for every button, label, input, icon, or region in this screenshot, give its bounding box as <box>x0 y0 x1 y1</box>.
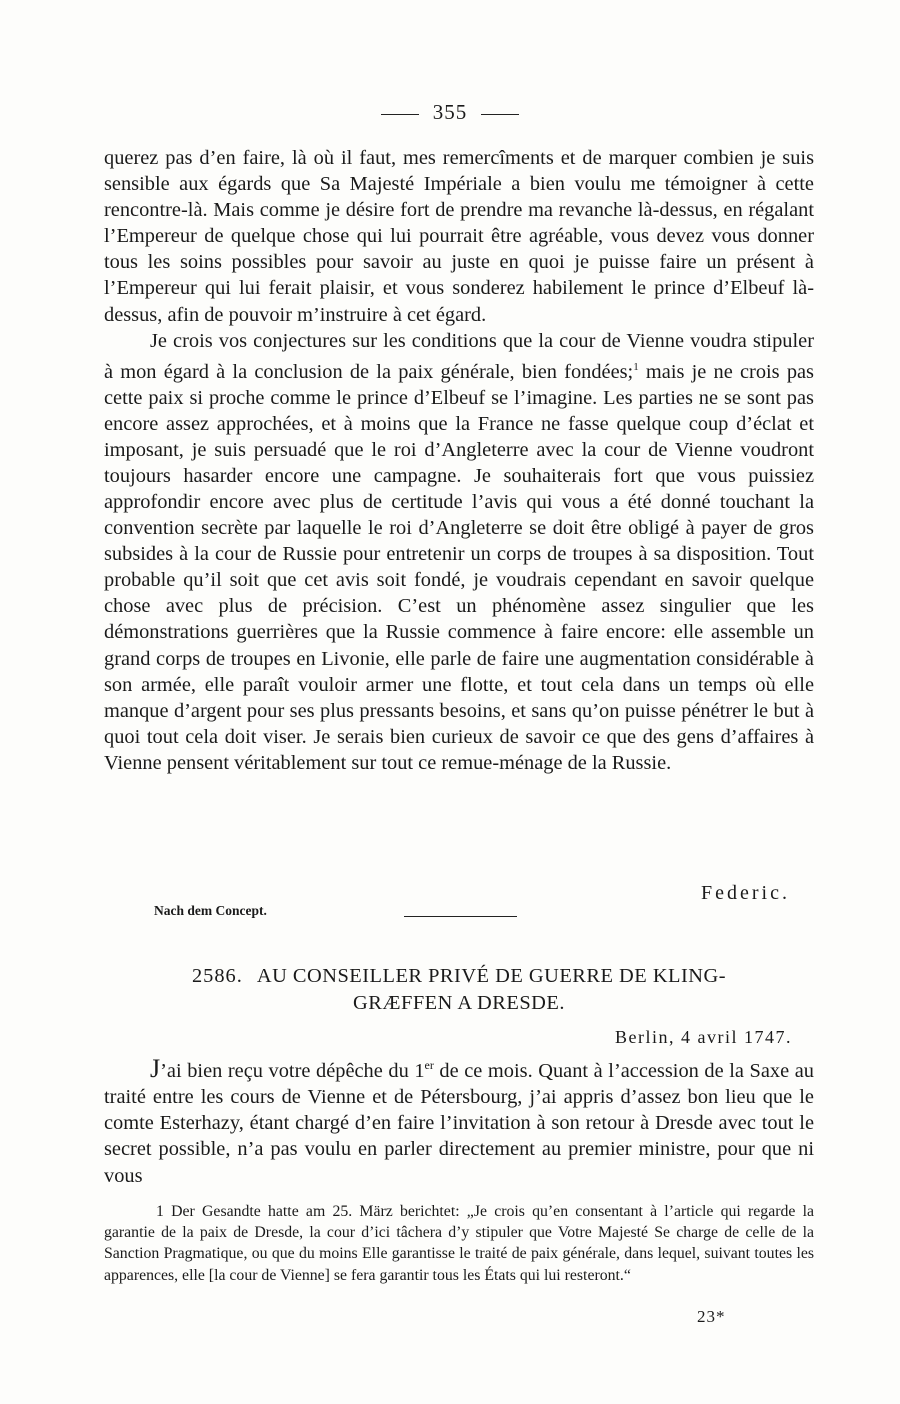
page-number: 355 <box>432 100 468 124</box>
letter-text-a: ’ai bien reçu votre dépêche du 1 <box>160 1059 425 1082</box>
heading-line-1 <box>104 963 814 990</box>
page-number-header <box>0 100 900 125</box>
footnote-text: Der Gesandte hatte am 25. März berichtet: „Je crois qu’en consentant à l’article qui regarde la garantie de la paix de Dresde, la cour d’ici tâchera d’y stipuler que Votre Majesté Se charge de celle de la Sanction Pragmatique, ou que du moins Elle garantisse le traité de paix générale, dans lequel, suivant toutes les apparences, elle [la cour de Vienne] se fera garantir tous les États qui lui resteront.“ <box>104 1203 814 1284</box>
letter-text-b: de ce mois. Quant à l’accession de la Saxe au traité entre les cours de Vienne et de Pétersbourg, j’ai appris d’assez bon lieu que le comte Esterhazy, étant chargé d’en faire l’invitation à son retour à Dresde avec tout le secret possible, n’a pas voulu en parler directement au premier ministre, pour que ni vous <box>104 1059 814 1187</box>
heading-text-2: GRÆFFEN A DRESDE. <box>353 992 565 1014</box>
letter-number: 2586. <box>191 965 243 987</box>
superscript-er: er <box>424 1058 434 1072</box>
letter-heading <box>104 963 814 1017</box>
gathering-signature: 23* <box>697 1307 726 1326</box>
footnote-paragraph <box>104 1201 814 1286</box>
paragraph-1: querez pas d’en faire, là où il faut, mes remercîments et de marquer combien je suis sensible aux égards que Sa Majesté Impériale a bien voulu me témoigner à cette rencontre-là. Mais comme je désire fort de prendre ma revanche là-dessus, en régalant l’Empereur de quelque chose qui lui pourrait être agréable, vous devez vous donner tous les soins possibles pour savoir au juste en quoi je puisse faire un présent à l’Empereur qui lui ferait plaisir, et vous sonderez habilement le prince d’Elbeuf là-dessus, afin de pouvoir m’instruire à cet égard. <box>104 147 814 326</box>
drop-initial: J <box>150 1053 161 1083</box>
paragraph-2-start: Je crois vos conjectures sur les conditions que la cour de Vienne voudra stipuler à mon égard à la conclusion de la paix générale, bien fondées; <box>104 329 814 383</box>
source-note: Nach dem Concept. <box>154 903 267 918</box>
main-text <box>104 145 814 776</box>
paragraph-2 <box>104 328 814 776</box>
paragraph-2-rest: mais je ne crois pas cette paix si proche comme le prince d’Elbeuf se l’imagine. Les parties ne se sont pas encore assez approchées, et à moins que la France ne fasse quelque coup d’éclat et imposant, je suis persuadé que le roi d’Angleterre avec la cour de Vienne voudront toujours hasarder encore une campagne. Je souhaiterais fort que vous puissiez approfondir encore avec plus de certitude l’avis qui vous a été donné touchant la convention secrète par laquelle le roi d’Angleterre se doit être obligé à payer de gros subsides à la cour de Russie pour entretenir un corps de troupes à sa disposition. Tout probable qu’il soit que cet avis soit fondé, je voudrais cependant en savoir quelque chose avec plus de précision. C’est un phénomène assez singulier que les démonstrations guerrières que la Russie commence à faire encore: elle assemble un grand corps de troupes en Livonie, elle parle de faire une augmentation considérable à son armée, elle paraît vouloir armer une flotte, et tout cela dans un temps où elle manque d’argent pour ses plus pressants besoins, et sans qu’on puisse pénétrer le but à quoi tout cela doit viser. Je serais bien curieux de savoir ce que des gens d’affaires à Vienne pensent véritablement sur tout ce remue-ménage de la Russie. <box>104 360 814 774</box>
section-divider <box>404 916 517 917</box>
footnote-marker: 1 <box>156 1203 164 1220</box>
letter-body <box>104 1052 814 1189</box>
heading-text-1: AU CONSEILLER PRIVÉ DE GUERRE DE KLING- <box>256 965 727 987</box>
right-dash <box>481 114 519 115</box>
left-dash <box>381 114 419 115</box>
footnote-reference: 1 <box>633 360 639 373</box>
signature: Federic. <box>701 882 790 904</box>
dateline: Berlin, 4 avril 1747. <box>615 1027 792 1047</box>
footnote <box>104 1201 814 1286</box>
letter-paragraph <box>104 1052 814 1189</box>
